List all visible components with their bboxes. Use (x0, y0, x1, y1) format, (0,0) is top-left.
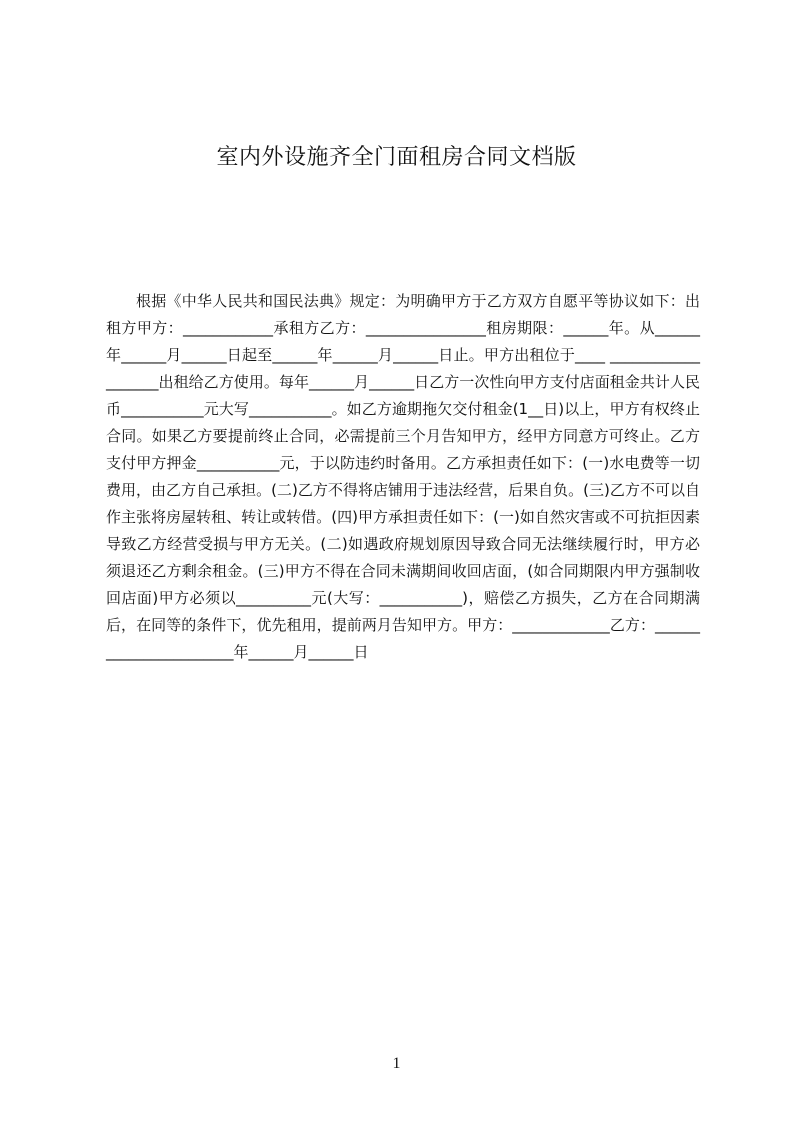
page-number: 1 (392, 1055, 401, 1072)
document-title: 室内外设施齐全门面租房合同文档版 (216, 145, 577, 170)
contract-body-text: 根据《中华人民共和国民法典》规定：为明确甲方于乙方双方自愿平等协议如下：出租方甲方：____________承租方乙方：________________租房期限：______年。从______年______月______日起至______年______月______日止。甲方出租位于____ ___________________出租给乙方使用。每年______月______日乙方一次性向甲方支付店面租金共计人民币___________元大写___________。如乙方逾期拖欠交付租金(1__日)以上，甲方有权终止合同。如果乙方要提前终止合同，必需提前三个月告知甲方，经甲方同意方可终止。乙方支付甲方押金___________元，于以防违约时备用。乙方承担责任如下：(一)水电费等一切费用，由乙方自己承担。(二)乙方不得将店铺用于违法经营，后果自负。(三)乙方不可以自作主张将房屋转租、转让或转借。(四)甲方承担责任如下：(一)如自然灾害或不可抗拒因素导致乙方经营受损与甲方无关。(二)如遇政府规划原因导致合同无法继续履行时，甲方必须退还乙方剩余租金。(三)甲方不得在合同未满期间收回店面，(如合同期限内甲方强制收回店面)甲方必须以__________元(大写：___________)，赔偿乙方损失，乙方在合同期满后，在同等的条件下，优先租用，提前两月告知甲方。甲方：_____________乙方：_______________________年______月______日 (106, 292, 700, 661)
